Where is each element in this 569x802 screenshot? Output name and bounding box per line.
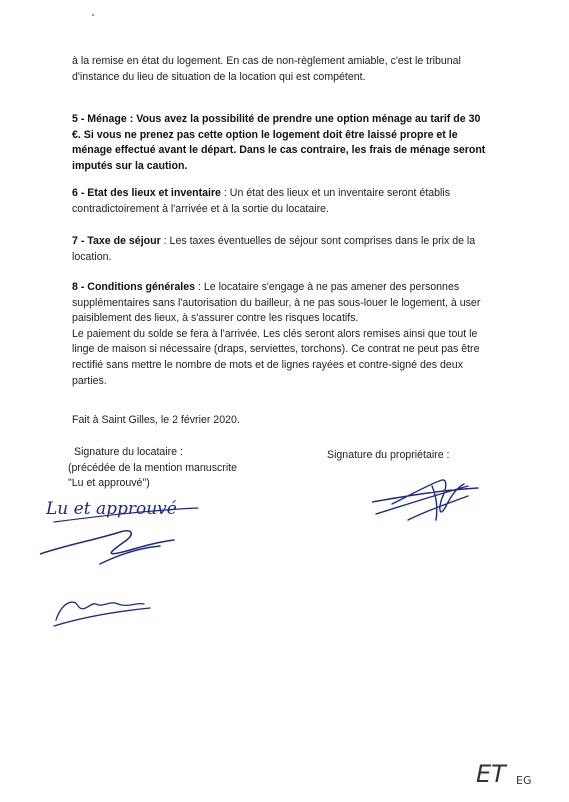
- initials-et: ET: [476, 760, 506, 788]
- section-taxe-de-sejour: [72, 234, 492, 265]
- place-date: Fait à Saint Gilles, le 2 février 2020.: [72, 414, 240, 426]
- section-taxe-text: : Les taxes éventuelles de séjour sont comprises dans le prix de la location.: [72, 235, 476, 263]
- owner-handwritten-signature: [372, 466, 492, 530]
- scan-speck: [92, 14, 94, 16]
- initials-eg: EG: [516, 774, 532, 787]
- page-initials: [470, 752, 550, 792]
- tenant-signature-label: Signature du locataire :: [74, 446, 183, 458]
- section-conditions-title: 8 - Conditions générales: [72, 281, 196, 293]
- section-taxe-title: 7 - Taxe de séjour: [72, 235, 161, 247]
- section-etat-des-lieux-text: : Un état des lieux et un inventaire seront établis contradictoirement à l'arrivée et à la sortie du locataire.: [72, 187, 451, 215]
- section-conditions-text: : Le locataire s'engage à ne pas amener des personnes supplémentaires sans l'autorisation du bailleur, à ne pas sous-louer le logement, à user paisiblement des lieux, à s'assurer contre les risques locatifs.: [72, 281, 481, 325]
- section-etat-des-lieux-title: 6 - Etat des lieux et inventaire: [72, 187, 221, 199]
- tenant-signature-note-1: (précédée de la mention manuscrite: [68, 461, 238, 474]
- owner-signature-label: Signature du propriétaire :: [327, 449, 450, 461]
- tenant-signature-block: [68, 445, 237, 492]
- section-menage: [72, 112, 492, 174]
- section-menage-title: 5 - Ménage :: [72, 113, 134, 125]
- section-etat-des-lieux: [72, 186, 492, 217]
- section-menage-text: Vous avez la possibilité de prendre une option ménage au tarif de 30 €. Si vous ne prenez pas cette option le logement doit être laissé propre et le ménage effectué avant le départ. Dans le cas contraire, les frais de ménage seront imputés sur la caution.: [72, 113, 486, 172]
- tenant-signature-note-2: "Lu et approuvé"): [68, 477, 150, 490]
- section-conditions-text2: Le paiement du solde se fera à l'arrivée. Les clés seront alors remises ainsi que tout le linge de maison si nécessaire (draps, serviettes, torchons). Ce contrat ne peut pas être rectifié sans mettre le nombre de mots et de lignes rayées et contre-signé des deux parties.: [72, 327, 480, 387]
- tenant-handwritten-signature: [40, 492, 210, 642]
- intro-paragraph: à la remise en état du logement. En cas de non-règlement amiable, c'est le tribunal d'instance du lieu de situation de la location qui est compétent.: [72, 55, 461, 83]
- tenant-handwritten-mention: Lu et approuvé: [46, 499, 177, 519]
- section-conditions-generales: [72, 280, 492, 389]
